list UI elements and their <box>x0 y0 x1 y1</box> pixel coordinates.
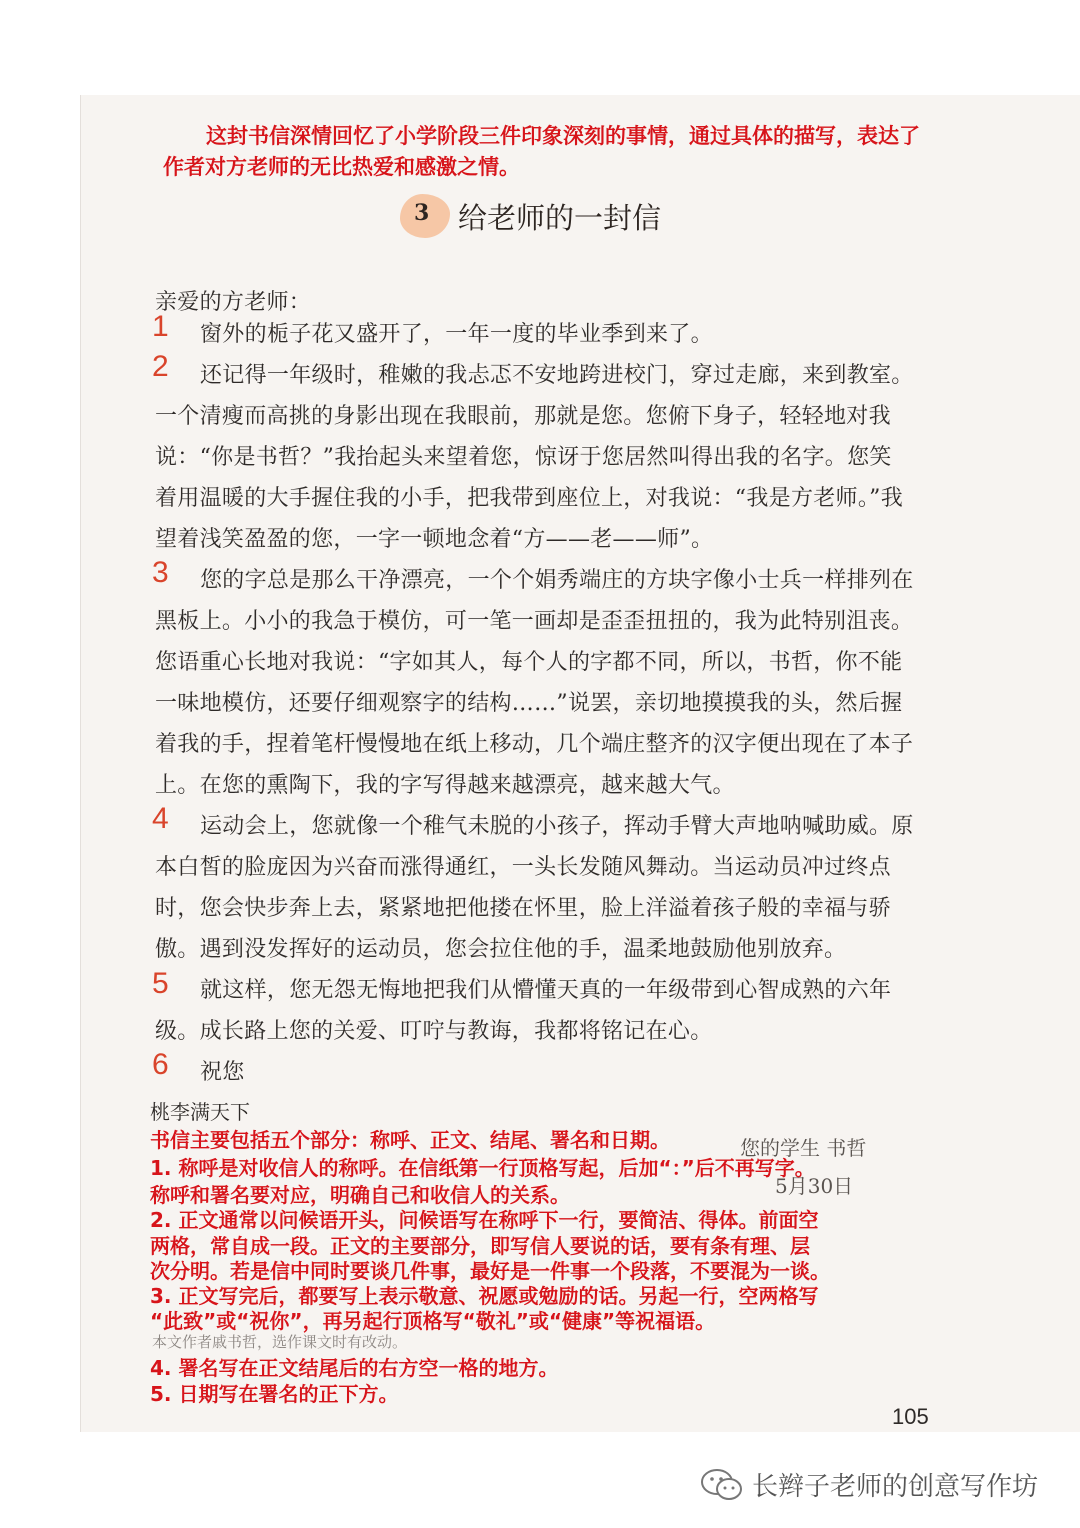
body-line: 望着浅笑盈盈的您，一字一顿地念着“方——老——师”。 <box>155 527 714 552</box>
closing-wish: 桃李满天下 <box>150 1100 250 1124</box>
notes-line: “此致”或“祝你”，再另起行顶格写“敬礼”或“健康”等祝福语。 <box>150 1309 716 1333</box>
notes-line: 两格，常自成一段。正文的主要部分，即写信人要说的话，要有条有理、层 <box>150 1234 810 1258</box>
body-line: 着我的手，捏着笔杆慢慢地在纸上移动，几个端庄整齐的汉字便出现在了本子 <box>155 732 914 757</box>
paragraph-number-6: 6 <box>152 1048 169 1081</box>
body-line: 着用温暖的大手握住我的小手，把我带到座位上，对我说：“我是方老师。”我 <box>155 486 903 511</box>
summary-line-2: 作者对方老师的无比热爱和感激之情。 <box>163 155 520 179</box>
salutation: 亲爱的方老师： <box>155 290 312 315</box>
body-line: 您的字总是那么干净漂亮，一个个娟秀端庄的方块字像小士兵一样排列在 <box>200 568 914 593</box>
body-line: 就这样，您无怨无悔地把我们从懵懂天真的一年级带到心智成熟的六年 <box>200 978 892 1003</box>
date: 5月30日 <box>775 1174 854 1198</box>
body-line: 一味地模仿，还要仔细观察字的结构……”说罢，亲切地摸摸我的头，然后握 <box>155 691 903 716</box>
body-line: 说：“你是书哲？”我抬起头来望着您，惊讶于您居然叫得出我的名字。您笑 <box>155 445 892 470</box>
summary-line-1: 这封书信深情回忆了小学阶段三件印象深刻的事情，通过具体的描写，表达了 <box>206 124 920 148</box>
lesson-title <box>400 192 690 242</box>
watermark-text: 长辫子老师的创意写作坊 <box>752 1472 1039 1502</box>
wechat-icon <box>700 1468 744 1502</box>
paragraph-number-3: 3 <box>152 556 169 589</box>
notes-line: 次分明。若是信中同时要谈几件事，最好是一件事一个段落，不要混为一谈。 <box>150 1259 830 1283</box>
notes-line: 称呼和署名要对应，明确自己和收信人的关系。 <box>150 1183 570 1207</box>
notes-line: 5. 日期写在署名的正下方。 <box>150 1382 399 1406</box>
body-line: 时，您会快步奔上去，紧紧地把他搂在怀里，脸上洋溢着孩子般的幸福与骄 <box>155 896 891 921</box>
lesson-title-text: 给老师的一封信 <box>458 201 662 235</box>
body-line: 傲。遇到没发挥好的运动员，您会拉住他的手，温柔地鼓励他别放弃。 <box>155 937 847 962</box>
paragraph-number-1: 1 <box>152 310 169 343</box>
page-number: 105 <box>892 1404 929 1429</box>
source-note: 本文作者戚书哲，选作课文时有改动。 <box>152 1333 408 1351</box>
notes-heading: 书信主要包括五个部分：称呼、正文、结尾、署名和日期。 <box>150 1128 670 1152</box>
body-line: 窗外的栀子花又盛开了，一年一度的毕业季到来了。 <box>200 322 713 347</box>
body-line: 上。在您的熏陶下，我的字写得越来越漂亮，越来越大气。 <box>155 773 735 798</box>
signature: 您的学生 书哲 <box>740 1136 867 1160</box>
notes-line: 4. 署名写在正文结尾后的右方空一格的地方。 <box>150 1356 559 1380</box>
body-line: 一个清瘦而高挑的身影出现在我眼前，那就是您。您俯下身子，轻轻地对我 <box>155 404 891 429</box>
paragraph-number-2: 2 <box>152 350 169 383</box>
lesson-number: 3 <box>414 200 430 226</box>
body-line: 还记得一年级时，稚嫩的我忐忑不安地跨进校门，穿过走廊，来到教室。 <box>200 363 914 388</box>
notes-line: 2. 正文通常以问候语开头，问候语写在称呼下一行，要简洁、得体。前面空 <box>150 1208 819 1232</box>
body-line: 您语重心长地对我说：“字如其人，每个人的字都不同，所以，书哲，你不能 <box>155 650 903 675</box>
body-line: 祝您 <box>200 1060 245 1085</box>
body-line: 运动会上，您就像一个稚气未脱的小孩子，挥动手臂大声地呐喊助威。原 <box>200 814 914 839</box>
paragraph-number-5: 5 <box>152 967 169 1000</box>
paragraph-number-4: 4 <box>152 802 169 835</box>
body-line: 本白皙的脸庞因为兴奋而涨得通红，一头长发随风舞动。当运动员冲过终点 <box>155 855 891 880</box>
notes-line: 3. 正文写完后，都要写上表示敬意、祝愿或勉励的话。另起一行，空两格写 <box>150 1284 819 1308</box>
body-line: 级。成长路上您的关爱、叮咛与教诲，我都将铭记在心。 <box>155 1019 713 1044</box>
notes-line: 1. 称呼是对收信人的称呼。在信纸第一行顶格写起，后加“：”后不再写字。 <box>150 1156 815 1180</box>
page-top-margin <box>80 0 1080 95</box>
body-line: 黑板上。小小的我急于模仿，可一笔一画却是歪歪扭扭的，我为此特别沮丧。 <box>155 609 914 634</box>
